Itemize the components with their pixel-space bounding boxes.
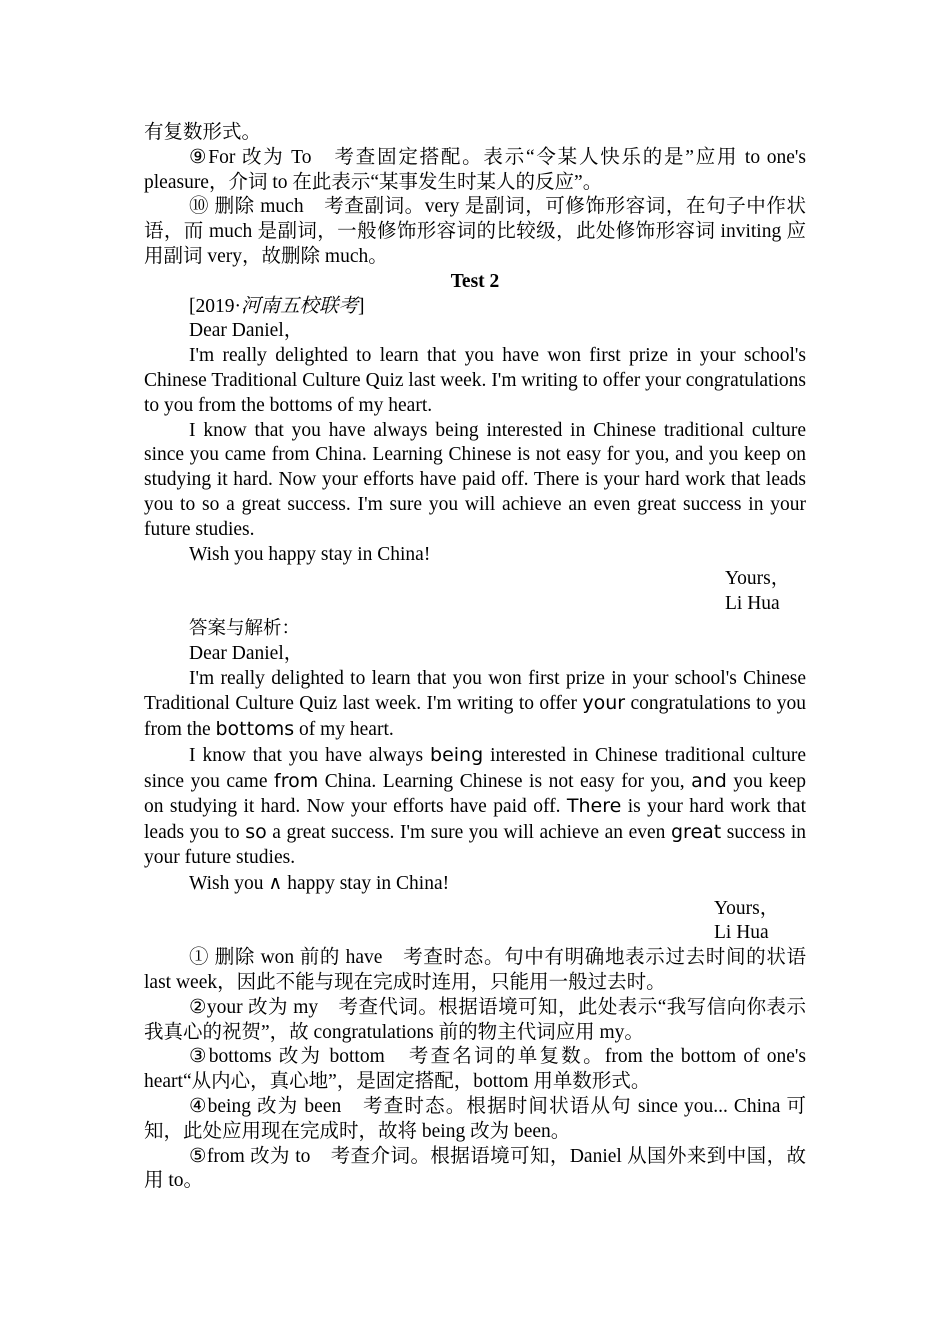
letter-paragraph-3: Wish you happy stay in China!: [189, 543, 431, 565]
explanation-2: ②your 改为 my 考查代词。根据语境可知，此处表示“我写信向你表示我真心的祝贺”，故 congratulations 前的物主代词应用 my。: [144, 996, 806, 1043]
note-10: ⑩ 删除 much 考查副词。very 是副词，可修饰形容词，在句子中作状语，而 much 是副词，一般修饰形容词的比较级，此处修饰形容词 inviting 应用副词 very，故删除 much。: [144, 196, 806, 267]
correction-word: from: [274, 769, 319, 792]
correction-word: bottoms: [215, 718, 295, 741]
letter-closing: Yours，: [725, 568, 791, 590]
correction-word: and: [691, 769, 727, 792]
answer-closing: Yours，: [714, 897, 780, 919]
document-page: [144, 121, 806, 1194]
explanation-5: ⑤from 改为 to 考查介词。根据语境可知，Daniel 从国外来到中国，故用 to。: [144, 1145, 806, 1192]
answer-signature: Li Hua: [714, 922, 769, 944]
answer-paragraph-2: I know that you have always being interested in Chinese traditional culture since you came from China. Learning Chinese is not easy for you, and you keep on studying it hard. Now your efforts have paid off. There is your hard work that leads you to so a great success. I'm sure you will achieve an even great success in your future studies.: [144, 743, 807, 869]
correction-word: being: [430, 743, 484, 766]
correction-word: your: [582, 692, 626, 715]
explanation-4: ④being 改为 been 考查时态。根据时间状语从句 since you... China 可知，此处应用现在完成时，故将 being 改为 been。: [144, 1096, 806, 1142]
test-source: [2019·河南五校联考]: [189, 295, 365, 317]
correction-word: so: [245, 820, 267, 843]
answer-salutation: Dear Daniel，: [189, 642, 304, 664]
explanation-3: ③bottoms 改为 bottom 考查名词的单复数。from the bottom of one's heart“从内心，真心地”，是固定搭配，bottom 用单数形式。: [144, 1046, 806, 1093]
correction-word: There: [566, 795, 622, 818]
explanation-1: ① 删除 won 前的 have 考查时态。句中有明确地表示过去时间的状语 last week，因此不能与现在完成时连用，只能用一般过去时。: [144, 947, 806, 994]
letter-signature: Li Hua: [725, 593, 780, 615]
letter-paragraph-2: I know that you have always being interested in Chinese traditional culture since you came from China. Learning Chinese is not easy for you, and you keep on studying it hard. Now your efforts have paid off. There is your hard work that leads you to so a great success. I'm sure you will achieve an even great success in your future studies.: [144, 419, 806, 540]
insert-caret-icon: ∧: [268, 871, 283, 894]
note-9: ⑨For 改为 To 考查固定搭配。表示“令某人快乐的是”应用 to one's pleasure，介词 to 在此表示“某事发生时某人的反应”。: [144, 146, 806, 193]
correction-word: great: [670, 820, 722, 843]
letter-salutation: Dear Daniel，: [189, 320, 304, 342]
letter-paragraph-1: I'm really delighted to learn that you have won first prize in your school's Chinese Traditional Culture Quiz last week. I'm writing to offer your congratulations to you from the bottoms of my heart.: [144, 345, 806, 416]
answer-heading: 答案与解析：: [189, 617, 301, 639]
answer-paragraph-3: Wish you ∧ happy stay in China!: [189, 871, 450, 894]
answer-paragraph-1: I'm really delighted to learn that you won first prize in your school's Chinese Traditional Culture Quiz last week. I'm writing to offer your congratulations to you from the bottoms of my heart.: [144, 667, 806, 741]
prev-answer-tail: 有复数形式。: [144, 122, 262, 143]
test-title: Test 2: [450, 270, 500, 292]
